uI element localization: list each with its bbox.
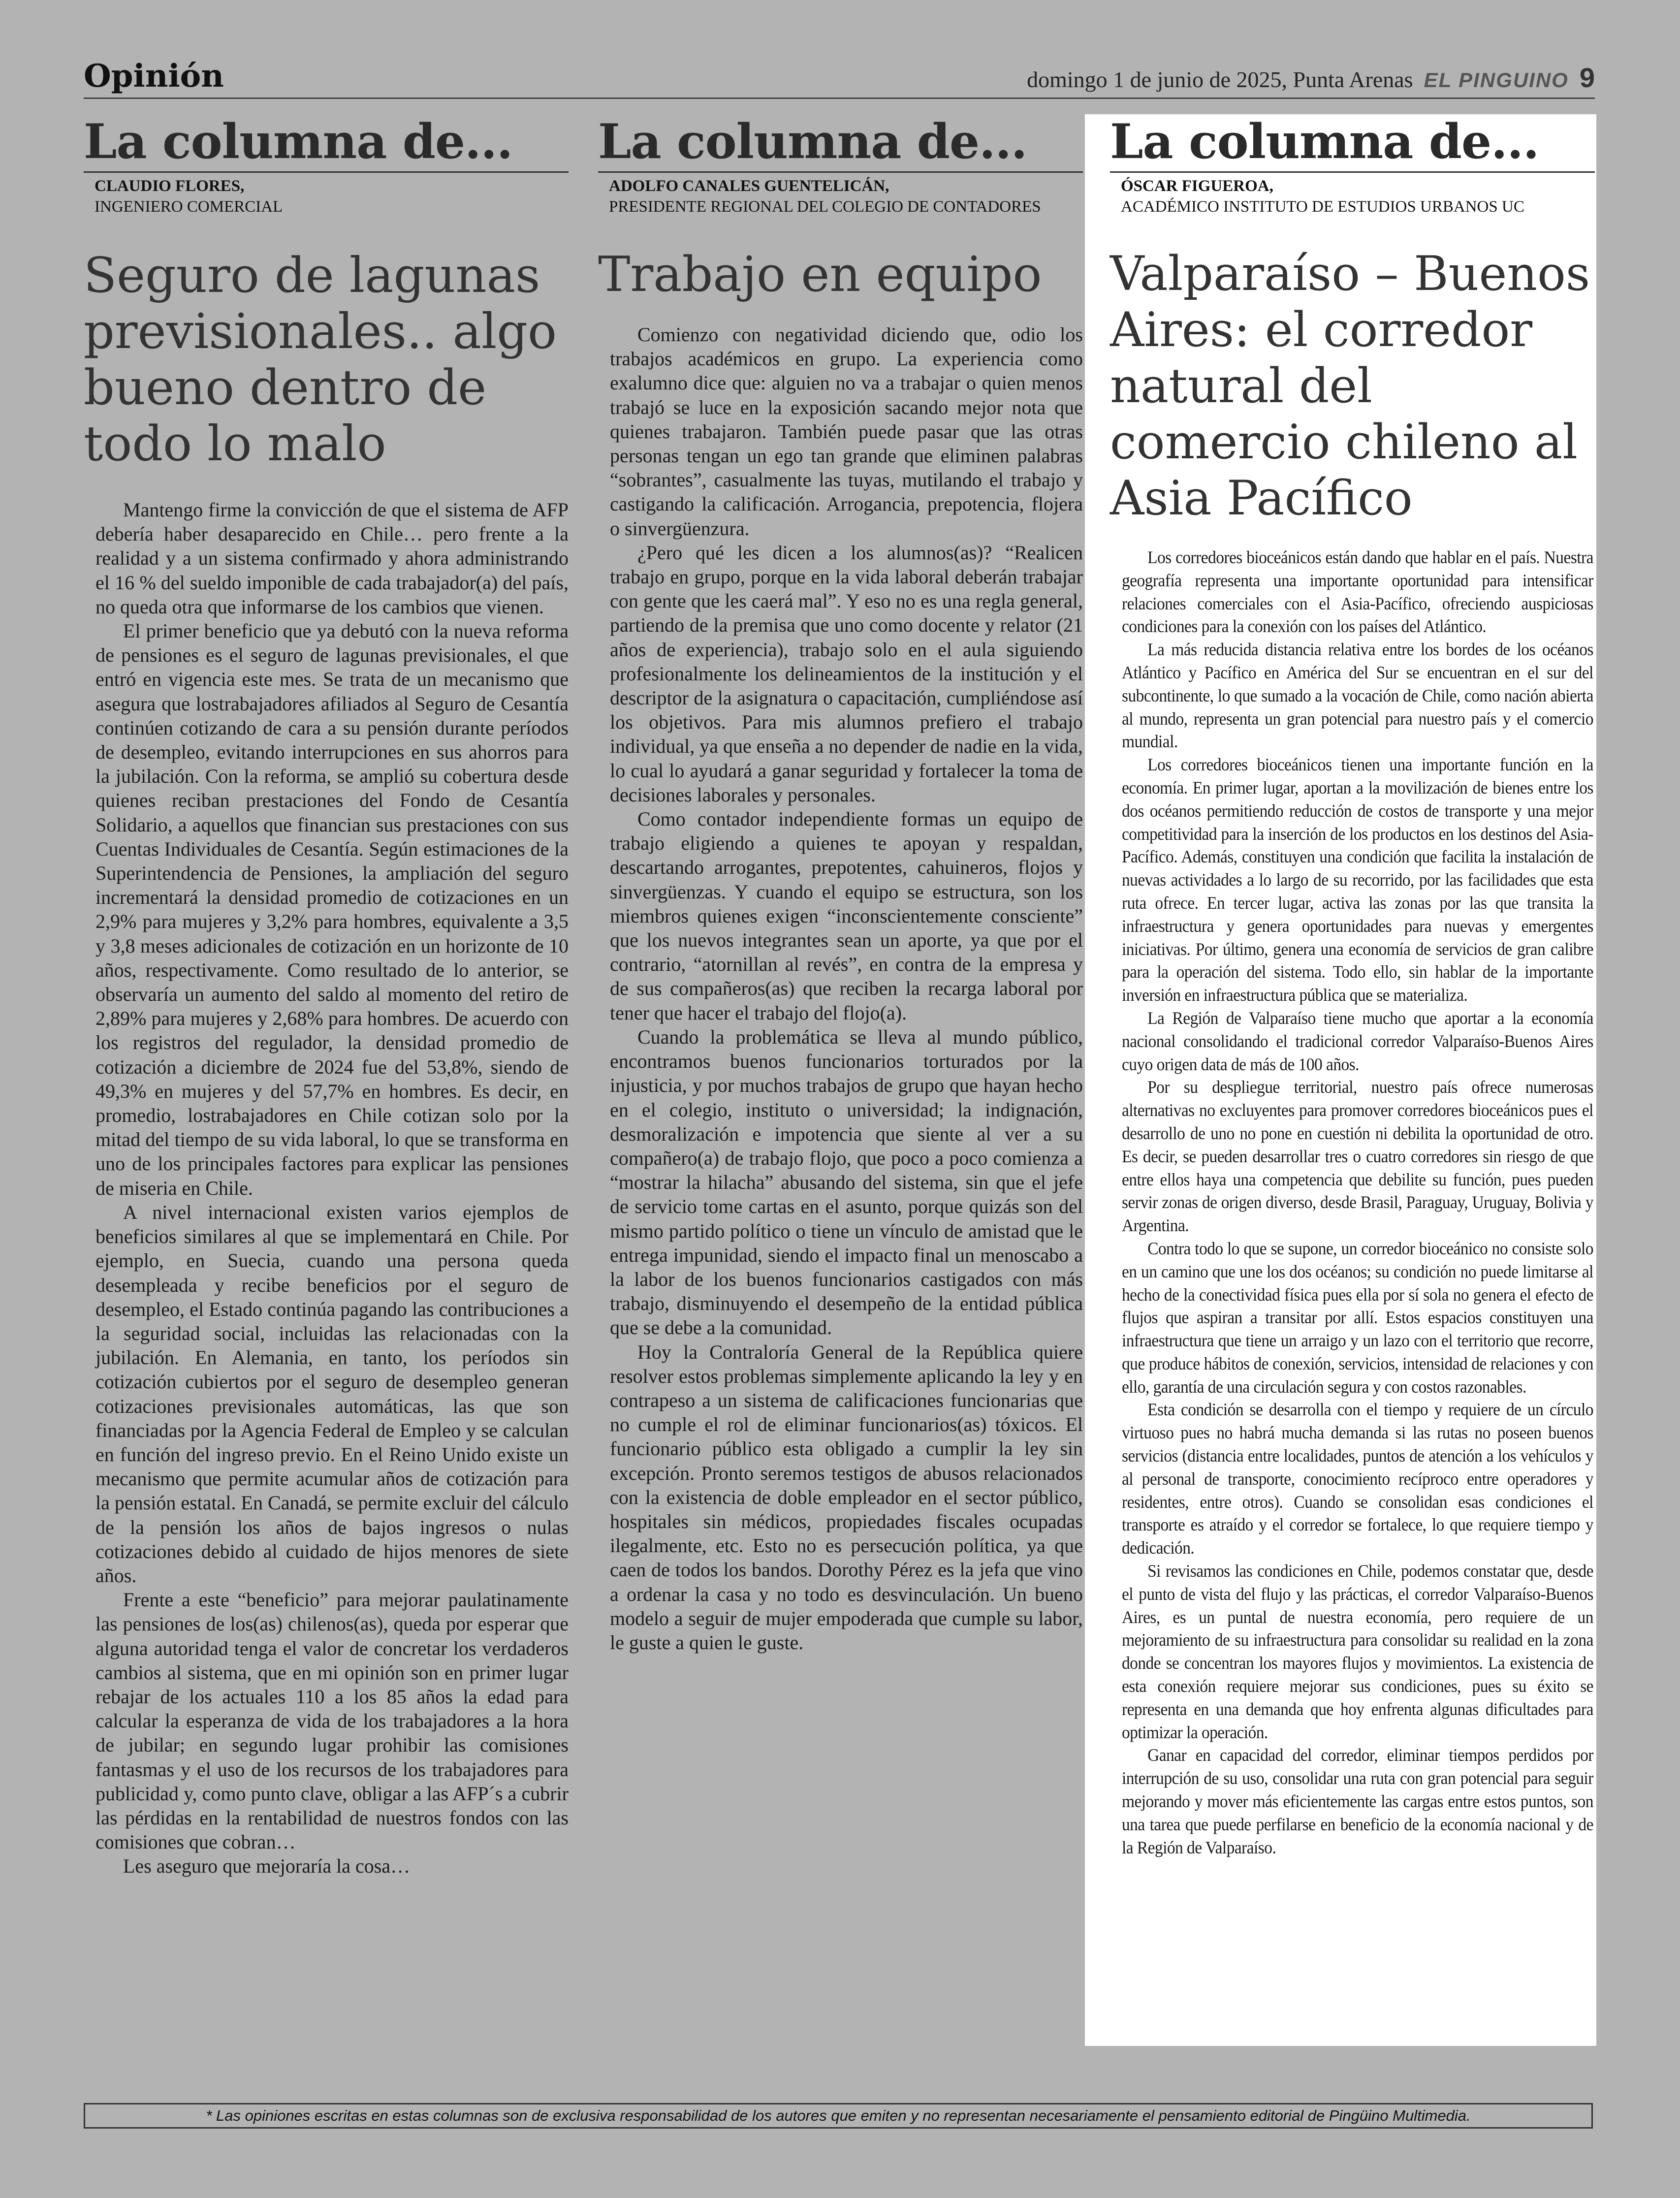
author-role: ACADÉMICO INSTITUTO DE ESTUDIOS URBANOS UC (1121, 198, 1524, 216)
paragraph: Hoy la Contraloría General de la República quiere resolver estos problemas simplemente aplicando la ley y en contrapeso a un sistema de calificaciones funcionarias que no cumple el rol de eliminar funcionarios(as) tóxicos. El funcionario público esta obligado a cumplir la ley sin excepción. Pronto seremos testigos de abusos relacionados con la existencia de doble empleador en el sector público, hospitales sin médicos, propiedades fiscales ocupadas ilegalmente, etc. Esto no es persecución política, ya que caen de todos los bandos. Dorothy Pérez es la jefa que vino a ordenar la casa y no todo es desvinculación. Un bueno modelo a seguir de mujer empoderada que cumple su labor, le guste a quien le guste. (610, 1340, 1083, 1654)
paragraph: Los corredores bioceánicos tienen una importante función en la economía. En primer lugar, aportan a la movilización de bienes entre los dos océanos permitiendo reducción de costos de transporte y una mejor competitividad para la inserción de los productos en los destinos del Asia-Pacífico. Además, constituyen una condición que facilita la instalación de nuevas actividades a lo largo de su recorrido, por las facilidades que esta ruta ofrece. En tercer lugar, activa las zonas por las que transita la infraestructura y genera oportunidades para nuevas y emergentes iniciativas. Por último, genera una economía de servicios de gran calibre para la operación del sistema. Todo ello, sin hablar de la importante inversión en infraestructura pública que se materializa. (1122, 755, 1593, 1005)
section-label: Opinión (84, 58, 224, 95)
paragraph: La más reducida distancia relativa entre los bordes de los océanos Atlántico y Pacífico en América del Sur se encuentran en el sur del subcontinente, lo que sumado a la vocación de Chile, como nación abierta al mundo, representa un gran potencial para nuestro país y el comercio mundial. (1122, 639, 1593, 752)
author-role: INGENIERO COMERCIAL (95, 198, 283, 216)
paragraph: Ganar en capacidad del corredor, eliminar tiempos perdidos por interrupción de su uso, consolidar una ruta con gran potencial para seguir mejorando y mover más eficientemente las cargas entre estos puntos, son una tarea que puede perfilarse en beneficio de la economía nacional y de la Región de Valparaíso. (1122, 1745, 1593, 1857)
opinion-column-1 (84, 114, 569, 1879)
column-kicker: La columna de... (1110, 118, 1595, 173)
author-byline (95, 176, 569, 217)
article-body (95, 498, 569, 1879)
paragraph: Les aseguro que mejoraría la cosa… (123, 1855, 411, 1878)
article-headline: Seguro de lagunas previsionales.. algo bueno dentro de todo lo malo (84, 248, 557, 472)
paragraph: Cuando la problemática se lleva al mundo público, encontramos buenos funcionarios torturados por la injusticia, y por muchos trabajos de grupo que hayan hecho en el colegio, instituto o universidad; la indignación, desmoralización e impotencia que siente al ver a su compañero(a) de trabajo flojo, que poco a poco comienza a “mostrar la hilacha” abusando del sistema, sin que el jefe de servicio tome cartas en el asunto, porque quizás son del mismo partido político o tiene un vínculo de amistad que le entrega impunidad, siendo el impacto final un menoscabo a la labor de los buenos funcionarios castigados con más trabajo, disminuyendo el desempeño de la entidad pública que se debe a la comunidad. (610, 1025, 1083, 1339)
author-byline (1121, 176, 1595, 217)
article-body (610, 322, 1083, 1655)
author-name: CLAUDIO FLORES, (95, 177, 245, 195)
author-name: ÓSCAR FIGUEROA, (1121, 177, 1273, 195)
article-body (1122, 546, 1593, 1859)
paragraph: El primer beneficio que ya debutó con la nueva reforma de pensiones es el seguro de lagunas previsionales, el que entró en vigencia este mes. Se trata de un mecanismo que asegura que lostrabajadores afiliados al Seguro de Cesantía continúen cotizando de cara a su pensión durante períodos de desempleo, evitando interrupciones en sus ahorros para la jubilación. Con la reforma, se amplió su cobertura desde quienes reciban prestaciones del Fondo de Cesantía Solidario, a aquellos que financian sus prestaciones con sus Cuentas Individuales de Cesantía. Según estimaciones de la Superintendencia de Pensiones, la ampliación del seguro incrementará la densidad promedio de cotizaciones en un 2,9% para mujeres y 3,2% para hombres, equivalente a 3,5 y 3,8 meses adicionales de cotización en un horizonte de 10 años, respectivamente. Como resultado de lo anterior, se observaría un aumento del saldo al momento del retiro de 2,89% para mujeres y 2,68% para hombres. De acuerdo con los registros del regulador, la densidad promedio de cotización a diciembre de 2024 fue del 53,8%, siendo de 49,3% en mujeres y del 57,7% en hombres. Es decir, en promedio, lostrabajadores en Chile cotizan solo por la mitad del tiempo de su vida laboral, lo que se transforma en uno de los principales factores para explicar las pensiones de miseria en Chile. (95, 620, 569, 1199)
paragraph: Por su despliegue territorial, nuestro país ofrece numerosas alternativas no excluyentes para promover corredores bioceánicos pues el desarrollo de uno no pone en cuestión ni debilita la oportunidad de otro. Es decir, se pueden desarrollar tres o cuatro corredores sin riesgo de que entre ellos haya una competencia que debilite su función, pues pueden servir zonas de origen diverso, desde Brasil, Paraguay, Uruguay, Bolivia y Argentina. (1122, 1077, 1593, 1236)
paragraph: Los corredores bioceánicos están dando que hablar en el país. Nuestra geografía representa una importante oportunidad para intensificar relaciones comerciales con el Asia-Pacífico, ofreciendo auspiciosas condiciones para la conexión con los países del Atlántico. (1122, 547, 1593, 637)
header-date: domingo 1 de junio de 2025, Punta Arenas (1027, 67, 1413, 92)
author-role: PRESIDENTE REGIONAL DEL COLEGIO DE CONTADORES (609, 198, 1041, 216)
author-byline (609, 176, 1083, 217)
page-header (84, 58, 1595, 99)
paragraph: Esta condición se desarrolla con el tiempo y requiere de un círculo virtuoso pues no habrá mucha demanda si las rutas no poseen buenos servicios (distancia entre localidades, puntos de atención a los vehículos y al personal de transporte, conocimiento recíproco entre operadores y residentes, entre otros). Cuando se consolidan esas condiciones el transporte es atraído y el corredor se fortalece, lo que requiere tiempo y dedicación. (1122, 1400, 1593, 1558)
newspaper-name: EL PINGUINO (1424, 68, 1569, 92)
paragraph: A nivel internacional existen varios ejemplos de beneficios similares al que se implementará en Chile. Por ejemplo, en Suecia, cuando una persona queda desempleada y recibe beneficios por el seguro de desempleo, el Estado continúa pagando las contribuciones a la seguridad social, incluidas las relacionadas con la jubilación. En Alemania, en tanto, los períodos sin cotización cubiertos por el seguro de desempleo generan cotizaciones previsionales automáticas, las que son financiadas por la Agencia Federal de Empleo y se calculan en función del ingreso previo. En el Reino Unido existe un mecanismo que permite acumular años de cotización para la pensión estatal. En Canadá, se permite excluir del cálculo de la pensión los años de bajos ingresos o nulas cotizaciones debido al cuidado de hijos menores de siete años. (95, 1201, 569, 1587)
paragraph: La Región de Valparaíso tiene mucho que aportar a la economía nacional consolidando el tradicional corredor Valparaíso-Buenos Aires cuyo origen data de más de 100 años. (1122, 1008, 1593, 1074)
footer-disclaimer: * Las opiniones escritas en estas columnas son de exclusiva responsabilidad de los autores que emiten y no representan necesariamente el pensamiento editorial de Pingüino Multimedia. (84, 2103, 1593, 2129)
opinion-column-2 (598, 114, 1083, 1655)
paragraph: ¿Pero qué les dicen a los alumnos(as)? “Realicen trabajo en grupo, porque en la vida laboral deberán trabajar con gente que les caerá mal”. Y eso no es una regla general, partiendo de la premisa que uno como docente y relator (21 años de experiencia), trabajo solo en el aula siguiendo profesionalmente los delineamientos de la institución y el descriptor de la asignatura o capacitación, cumpliéndose así los objetivos. Para mis alumnos prefiero el trabajo individual, ya que enseña a no depender de nadie en la vida, lo cual lo ayudará a ganar seguridad y fortalecer la toma de decisiones laborales y personales. (610, 541, 1083, 806)
author-name: ADOLFO CANALES GUENTELICÁN, (609, 177, 889, 195)
page-number: 9 (1579, 62, 1595, 93)
paragraph: Mantengo firme la convicción de que el sistema de AFP debería haber desaparecido en Chile… pero frente a la realidad y a un sistema confirmado y ahora administrando el 16 % del sueldo imponible de cada trabajador(a) del país, no queda otra que informarse de los cambios que vienen. (95, 499, 569, 618)
column-kicker: La columna de... (84, 118, 569, 173)
paragraph: Frente a este “beneficio” para mejorar paulatinamente las pensiones de los(as) chilenos(as), queda por esperar que alguna autoridad tenga el valor de concretar los verdaderos cambios al sistema, que en mi opinión son en primer lugar rebajar de los actuales 110 a los 85 años la edad para calcular la esperanza de vida de los trabajadores a la hora de jubilar; en segundo lugar prohibir las comisiones fantasmas y el uso de los recursos de los trabajadores para publicidad y, como punto clave, obligar a las AFP´s a cubrir las pérdidas en la rentabilidad de nuestros fondos con las comisiones que cobran… (95, 1589, 569, 1853)
header-meta (1027, 62, 1595, 94)
paragraph: Comienzo con negatividad diciendo que, odio los trabajos académicos en grupo. La experiencia como exalumno dice que: alguien no va a trabajar o quien menos trabajó se luce en la exposición sacando mejor nota que quienes trabajaron. También puede pasar que las otras personas tengan un ego tan grande que eliminen palabras “sobrantes”, casualmente las tuyas, mutilando el trabajo y castigando la calificación. Arrogancia, prepotencia, flojera o sinvergüenzura. (610, 323, 1083, 540)
paragraph: Si revisamos las condiciones en Chile, podemos constatar que, desde el punto de vista del flujo y las prácticas, el corredor Valparaíso-Buenos Aires, es un puntal de nuestra economía, pero requiere de un mejoramiento de su infraestructura para consolidar su realidad en la zona donde se concentran los mayores flujos y movimientos. La existencia de esta conexión requiere mejorar sus condiciones, pues su éxito se representa en una demanda que hoy enfrenta algunas dificultades para optimizar la operación. (1122, 1561, 1593, 1742)
paragraph: Contra todo lo que se supone, un corredor bioceánico no consiste solo en un camino que une los dos océanos; su condición no puede limitarse al hecho de la conectividad física pues ella por sí sola no genera el efecto de flujos que aspiran a transitar por allí. Estos espacios constituyen una infraestructura que tiene un arraigo y un lazo con el territorio que recorre, que produce hábitos de conexión, servicios, intensidad de relaciones y con ello, garantía de una circulación segura y con costos razonables. (1122, 1238, 1593, 1397)
paragraph: Como contador independiente formas un equipo de trabajo eligiendo a quienes te apoyan y respaldan, descartando arrogantes, prepotentes, cahuineros, flojos y sinvergüenzas. Y cuando el equipo se estructura, son los miembros quienes exigen “inconscientemente consciente” que los nuevos integrantes sean un aporte, ya que por el contrario, “atornillan al revés”, en contra de la empresa y de sus compañeros(as) que reciben la recarga laboral por tener que hacer el trabajo del flojo(a). (610, 808, 1083, 1024)
article-headline: Trabajo en equipo (598, 247, 1042, 303)
opinion-column-3 (1110, 114, 1595, 1859)
column-kicker: La columna de... (598, 118, 1083, 173)
article-headline: Valparaíso – Buenos Aires: el corredor natural del comercio chileno al Asia Pacífico (1110, 246, 1590, 526)
